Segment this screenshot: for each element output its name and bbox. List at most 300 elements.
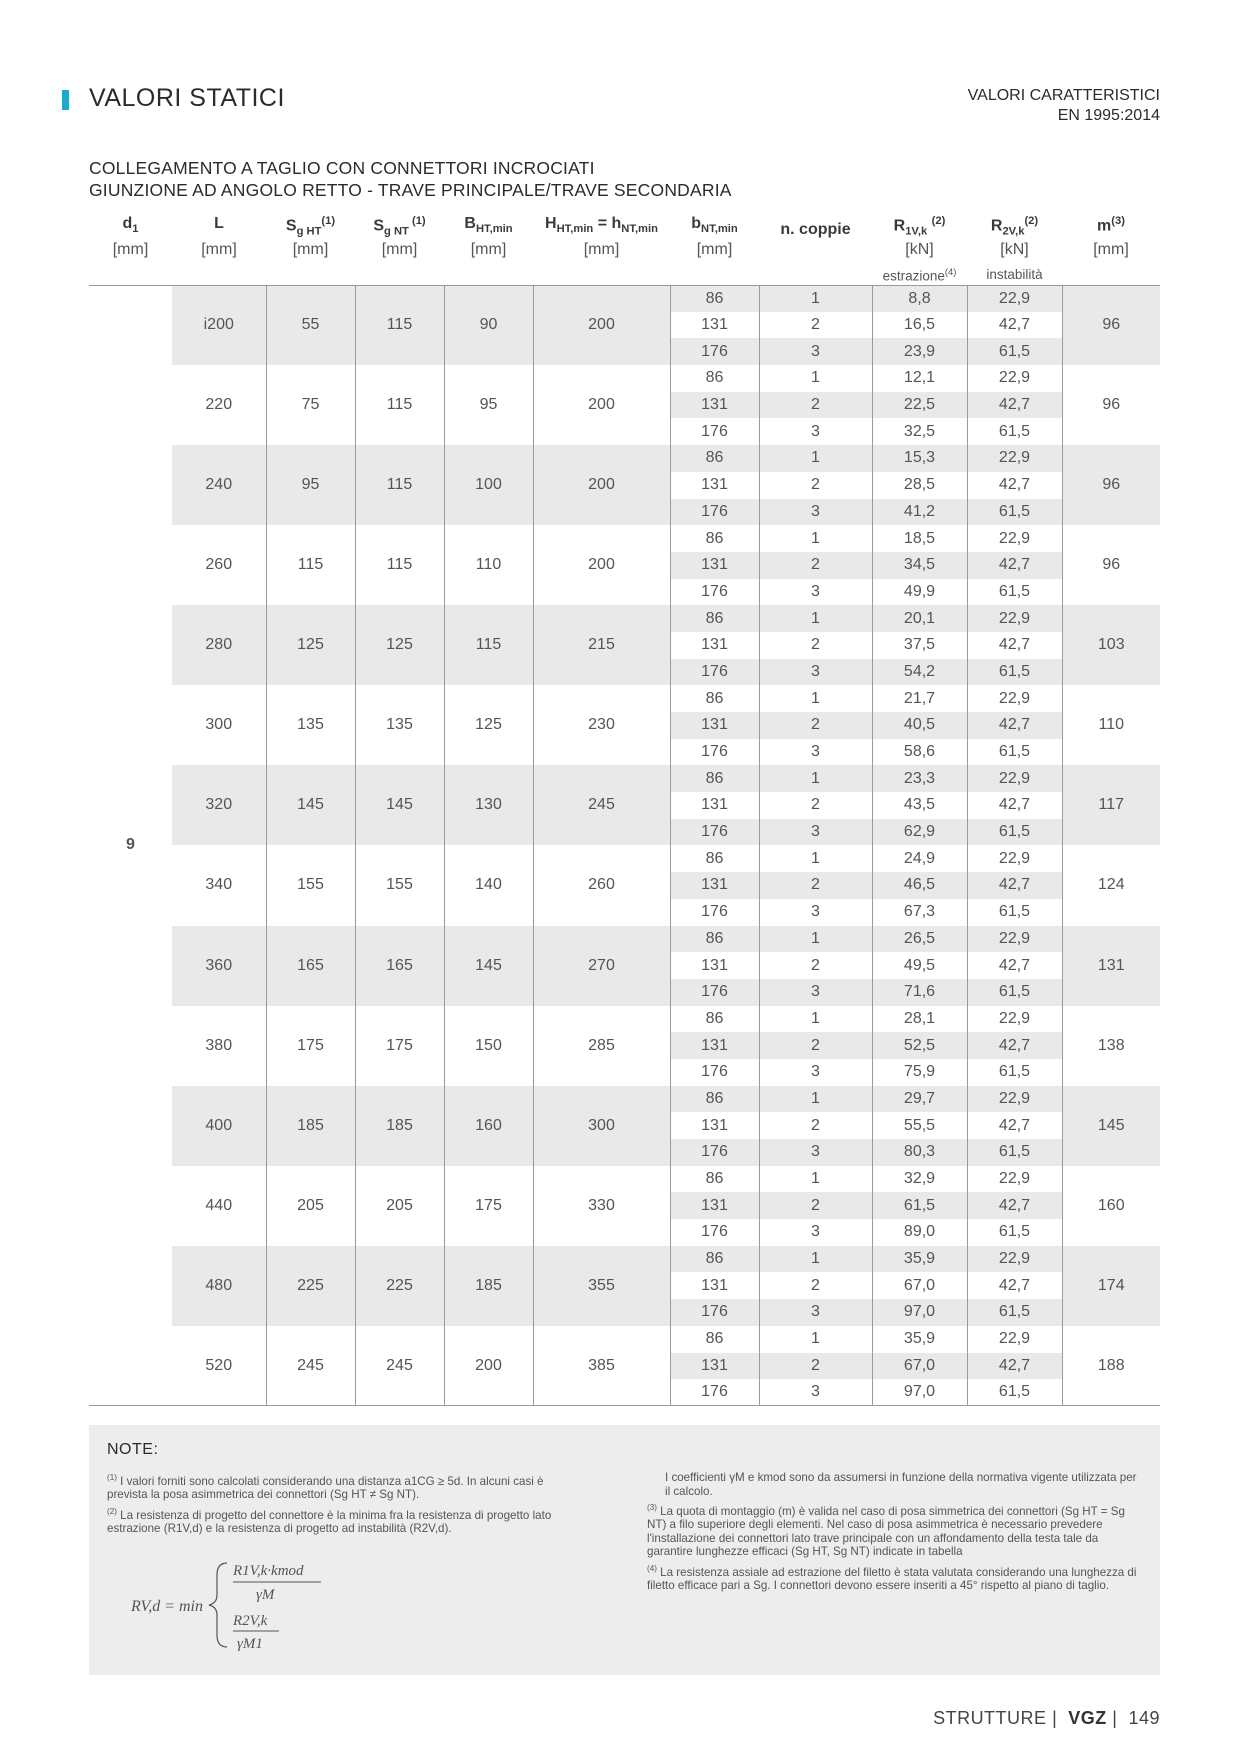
cell-bnt: 86 [670, 765, 759, 792]
cell-bnt: 131 [670, 1272, 759, 1299]
cell-ncoppie: 2 [759, 712, 872, 739]
cell-sght: 125 [266, 605, 355, 685]
table-row [89, 525, 1160, 552]
cell-bnt: 176 [670, 1139, 759, 1166]
cell-ncoppie: 2 [759, 1112, 872, 1139]
cell-r1: 61,5 [872, 1192, 967, 1219]
cell-bnt: 131 [670, 312, 759, 339]
formula-lhs: RV,d = min [131, 1598, 203, 1615]
cell-ncoppie: 3 [759, 819, 872, 846]
cell-bnt: 176 [670, 899, 759, 926]
cell-r1: 21,7 [872, 685, 967, 712]
cell-ncoppie: 3 [759, 418, 872, 445]
cell-ncoppie: 2 [759, 472, 872, 499]
cell-bnt: 86 [670, 445, 759, 472]
page-title: VALORI STATICI [89, 84, 285, 112]
cell-r2: 22,9 [967, 445, 1062, 472]
cell-r1: 15,3 [872, 445, 967, 472]
cell-ncoppie: 2 [759, 1032, 872, 1059]
cell-r1: 28,5 [872, 472, 967, 499]
cell-m: 96 [1062, 365, 1160, 445]
cell-r2: 61,5 [967, 739, 1062, 766]
cell-bht: 95 [444, 365, 533, 445]
formula-num1: R1V,k·kmod [233, 1563, 304, 1579]
cell-sgnt: 245 [355, 1326, 444, 1406]
col-sg-ht: $S_{g HT}^{(1)}$ [mm] [285, 215, 336, 258]
cell-bnt: 176 [670, 338, 759, 365]
table-row [89, 926, 1160, 953]
cell-bnt: 176 [670, 579, 759, 606]
cell-m: 138 [1062, 1006, 1160, 1086]
cell-r2: 61,5 [967, 1299, 1062, 1326]
cell-sgnt: 115 [355, 365, 444, 445]
col-b-nt-min: $b_{NT,min}$ [mm] [691, 215, 738, 258]
cell-r2: 61,5 [967, 579, 1062, 606]
cell-m: 145 [1062, 1086, 1160, 1166]
cell-bht: 200 [444, 1326, 533, 1406]
cell-hht: 215 [533, 605, 670, 685]
cell-L: 220 [205, 396, 233, 414]
cell-r2: 42,7 [967, 552, 1062, 579]
cell-bnt: 176 [670, 979, 759, 1006]
cell-m: 124 [1062, 845, 1160, 925]
cell-r2: 61,5 [967, 499, 1062, 526]
cell-L: 320 [172, 765, 266, 845]
cell-r2: 42,7 [967, 472, 1062, 499]
cell-bnt: 86 [670, 1006, 759, 1033]
notes-title: NOTE: [107, 1441, 159, 1458]
cell-r1: 35,9 [872, 1246, 967, 1273]
cell-hht: 385 [533, 1326, 670, 1406]
cell-L: 440 [205, 1196, 233, 1214]
header-norm [968, 86, 1160, 126]
notes-box [89, 1425, 1160, 1675]
cell-ncoppie: 2 [759, 1353, 872, 1380]
cell-r1: 12,1 [872, 365, 967, 392]
cell-bnt: 86 [670, 926, 759, 953]
cell-r1: 43,5 [872, 792, 967, 819]
cell-bnt: 86 [670, 365, 759, 392]
table-subtitle [89, 157, 732, 201]
cell-r2: 42,7 [967, 712, 1062, 739]
table-body [89, 285, 1160, 1406]
cell-hht: 355 [533, 1246, 670, 1326]
cell-L: i200 [172, 285, 266, 365]
cell-bht: 185 [444, 1246, 533, 1326]
cell-ncoppie: 3 [759, 499, 872, 526]
cell-hht: 200 [533, 525, 670, 605]
cell-sgnt: 145 [355, 765, 444, 845]
note-2b: I coefficienti γM e kmod sono da assumersi in funzione della normativa vigente utilizzata per il calcolo. [665, 1471, 1137, 1498]
note-1: $^{(1)}$ I valori forniti sono calcolati considerando una distanza a1CG ≥ 5d. In alcuni casi è prevista la posa asimmetrica dei connettori (Sg HT ≠ Sg NT). [107, 1473, 544, 1502]
cell-sgnt: 115 [355, 525, 444, 605]
cell-r1: 62,9 [872, 819, 967, 846]
cell-r1: 75,9 [872, 1059, 967, 1086]
cell-sgnt: 175 [355, 1006, 444, 1086]
cell-r2: 42,7 [967, 1112, 1062, 1139]
table-row [89, 765, 1160, 792]
cell-ncoppie: 1 [759, 605, 872, 632]
cell-bnt: 131 [670, 1192, 759, 1219]
cell-r1: 97,0 [872, 1379, 967, 1406]
cell-ncoppie: 2 [759, 1192, 872, 1219]
cell-sgnt: 205 [355, 1166, 444, 1246]
cell-sght: 245 [266, 1326, 355, 1406]
cell-r1: 32,9 [872, 1166, 967, 1193]
cell-sgnt: 135 [355, 685, 444, 765]
cell-sgnt: 155 [355, 845, 444, 925]
cell-r1: 26,5 [872, 926, 967, 953]
cell-ncoppie: 1 [759, 1166, 872, 1193]
cell-hht: 300 [533, 1086, 670, 1166]
cell-ncoppie: 2 [759, 552, 872, 579]
cell-sgnt: 185 [355, 1086, 444, 1166]
cell-r1: 67,0 [872, 1353, 967, 1380]
col-b-ht-min: $B_{HT,min}$ [mm] [464, 215, 513, 258]
cell-bht: 115 [444, 605, 533, 685]
cell-bnt: 131 [670, 1112, 759, 1139]
cell-r2: 42,7 [967, 1353, 1062, 1380]
cell-r2: 22,9 [967, 525, 1062, 552]
cell-r2: 61,5 [967, 979, 1062, 1006]
cell-r1: 58,6 [872, 739, 967, 766]
cell-r1: 89,0 [872, 1219, 967, 1246]
cell-r1: 67,0 [872, 1272, 967, 1299]
formula-graphic [131, 1555, 331, 1655]
table-row [89, 685, 1160, 712]
cell-bht: 160 [444, 1086, 533, 1166]
cell-ncoppie: 2 [759, 1272, 872, 1299]
cell-r2: 61,5 [967, 1059, 1062, 1086]
cell-ncoppie: 2 [759, 952, 872, 979]
cell-r2: 22,9 [967, 845, 1062, 872]
table-row [89, 1086, 1160, 1113]
cell-ncoppie: 1 [759, 1086, 872, 1113]
cell-ncoppie: 1 [759, 1006, 872, 1033]
cell-ncoppie: 3 [759, 979, 872, 1006]
cell-r1: 28,1 [872, 1006, 967, 1033]
cell-bnt: 176 [670, 1379, 759, 1406]
subtitle-line1: COLLEGAMENTO A TAGLIO CON CONNETTORI INCROCIATI [89, 158, 595, 178]
cell-L: 240 [172, 445, 266, 525]
cell-bnt: 176 [670, 739, 759, 766]
cell-ncoppie: 1 [759, 285, 872, 312]
page-footer: STRUTTURE | VGZ | 149 [933, 1708, 1160, 1728]
cell-ncoppie: 1 [759, 365, 872, 392]
cell-r1: 55,5 [872, 1112, 967, 1139]
cell-ncoppie: 3 [759, 1219, 872, 1246]
cell-bnt: 86 [670, 285, 759, 312]
cell-r2: 22,9 [967, 365, 1062, 392]
cell-sgnt: 115 [355, 445, 444, 525]
table-row [89, 1006, 1160, 1033]
cell-r2: 22,9 [967, 1086, 1062, 1113]
cell-sght: 95 [266, 445, 355, 525]
cell-r1: 34,5 [872, 552, 967, 579]
table-row [89, 1166, 1160, 1193]
cell-bnt: 86 [670, 845, 759, 872]
cell-m: 188 [1062, 1326, 1160, 1406]
cell-r1: 18,5 [872, 525, 967, 552]
cell-L: 340 [205, 876, 233, 894]
table-row [89, 605, 1160, 632]
cell-bnt: 131 [670, 552, 759, 579]
cell-ncoppie: 1 [759, 1246, 872, 1273]
cell-ncoppie: 3 [759, 659, 872, 686]
cell-ncoppie: 2 [759, 632, 872, 659]
note-4: $^{(4)}$ La resistenza assiale ad estrazione del filetto è stata valutata considerando una lunghezza di filetto efficace pari a Sg. I connettori devono essere inseriti a 45° rispetto al piano di taglio. [647, 1563, 1137, 1593]
cell-r1: 54,2 [872, 659, 967, 686]
cell-r2: 61,5 [967, 1219, 1062, 1246]
cell-r1: 52,5 [872, 1032, 967, 1059]
cell-r1: 40,5 [872, 712, 967, 739]
cell-bnt: 86 [670, 685, 759, 712]
table-row [89, 845, 1160, 872]
footer-page-number: 149 [1128, 1708, 1160, 1728]
col-sg-nt: $S_{g NT}$ $^{(1)}$ [mm] [373, 215, 426, 258]
cell-r1: 23,9 [872, 338, 967, 365]
cell-L: 380 [205, 1036, 233, 1054]
cell-sght: 55 [266, 285, 355, 365]
cell-bnt: 131 [670, 632, 759, 659]
cell-bht: 140 [444, 845, 533, 925]
cell-L: 360 [172, 926, 266, 1006]
cell-L: 520 [205, 1356, 233, 1374]
cell-m: 96 [1062, 445, 1160, 525]
cell-r2: 22,9 [967, 926, 1062, 953]
cell-bnt: 131 [670, 872, 759, 899]
cell-sgnt: 115 [355, 285, 444, 365]
col-n-coppie: n. coppie [780, 221, 851, 238]
cell-r2: 22,9 [967, 685, 1062, 712]
cell-r1: 16,5 [872, 312, 967, 339]
cell-L: 260 [205, 556, 233, 574]
cell-bnt: 131 [670, 1353, 759, 1380]
cell-L: 400 [172, 1086, 266, 1166]
cell-ncoppie: 3 [759, 338, 872, 365]
cell-r2: 42,7 [967, 792, 1062, 819]
cell-bnt: 86 [670, 1086, 759, 1113]
cell-r1: 23,3 [872, 765, 967, 792]
cell-r1: 20,1 [872, 605, 967, 632]
cell-r1: 80,3 [872, 1139, 967, 1166]
table-row [89, 1326, 1160, 1353]
table-header-row [89, 209, 1160, 285]
cell-r2: 61,5 [967, 659, 1062, 686]
section-accent-bar [62, 90, 69, 110]
cell-ncoppie: 1 [759, 685, 872, 712]
cell-bnt: 131 [670, 392, 759, 419]
cell-bht: 110 [444, 525, 533, 605]
col-m: $m^{(3)}$ [mm] [1093, 215, 1129, 258]
cell-ncoppie: 1 [759, 525, 872, 552]
cell-r2: 61,5 [967, 338, 1062, 365]
cell-r1: 32,5 [872, 418, 967, 445]
cell-sght: 115 [266, 525, 355, 605]
cell-sgnt: 165 [355, 926, 444, 1006]
cell-L: 480 [172, 1246, 266, 1326]
header-norm-line2: EN 1995:2014 [1057, 107, 1160, 124]
cell-r1: 8,8 [872, 285, 967, 312]
table-row [89, 285, 1160, 312]
cell-r2: 22,9 [967, 1246, 1062, 1273]
notes-right-column [647, 1471, 1142, 1596]
col-h-ht-min: $H_{HT,min} = h_{NT,min}$ [mm] [545, 215, 658, 258]
cell-bnt: 131 [670, 792, 759, 819]
cell-bnt: 86 [670, 1166, 759, 1193]
cell-hht: 230 [533, 685, 670, 765]
cell-r2: 61,5 [967, 418, 1062, 445]
cell-bnt: 176 [670, 659, 759, 686]
cell-ncoppie: 3 [759, 1379, 872, 1406]
cell-r1: 22,5 [872, 392, 967, 419]
cell-ncoppie: 3 [759, 899, 872, 926]
formula-den2: γM1 [237, 1636, 263, 1652]
cell-hht: 200 [533, 365, 670, 445]
cell-ncoppie: 2 [759, 392, 872, 419]
cell-ncoppie: 1 [759, 765, 872, 792]
cell-m: 103 [1062, 605, 1160, 685]
cell-bnt: 176 [670, 499, 759, 526]
cell-bnt: 176 [670, 819, 759, 846]
r1-note: estrazione [882, 268, 945, 284]
cell-sght: 145 [266, 765, 355, 845]
cell-L: 300 [205, 716, 233, 734]
cell-bnt: 131 [670, 952, 759, 979]
cell-r2: 22,9 [967, 765, 1062, 792]
cell-bnt: 176 [670, 1059, 759, 1086]
cell-ncoppie: 2 [759, 792, 872, 819]
cell-bnt: 176 [670, 418, 759, 445]
footer-product: VGZ [1068, 1708, 1107, 1728]
table-row [89, 445, 1160, 472]
cell-bht: 100 [444, 445, 533, 525]
cell-hht: 270 [533, 926, 670, 1006]
col-r1vk: $R_{1V,k}$ $^{(2)}$ [kN] estrazione$^{(4)}$ [882, 215, 957, 284]
cell-hht: 200 [533, 285, 670, 365]
note-2: $^{(2)}$ La resistenza di progetto del connettore è la minima fra la resistenza di progetto lato estrazione (R1V,d) e la resistenza di progetto ad instabilità (R2V,d). [107, 1506, 552, 1536]
cell-bnt: 176 [670, 1299, 759, 1326]
cell-bht: 90 [444, 285, 533, 365]
cell-r2: 22,9 [967, 1326, 1062, 1353]
cell-m: 96 [1062, 525, 1160, 605]
cell-r2: 42,7 [967, 1032, 1062, 1059]
cell-bht: 130 [444, 765, 533, 845]
cell-bnt: 86 [670, 1326, 759, 1353]
cell-ncoppie: 3 [759, 1299, 872, 1326]
cell-r2: 22,9 [967, 605, 1062, 632]
cell-sgnt: 225 [355, 1246, 444, 1326]
cell-bnt: 131 [670, 1032, 759, 1059]
header-norm-line1: VALORI CARATTERISTICI [967, 87, 1160, 104]
footer-section: STRUTTURE [933, 1708, 1047, 1728]
cell-bnt: 176 [670, 1219, 759, 1246]
cell-r1: 71,6 [872, 979, 967, 1006]
cell-r1: 46,5 [872, 872, 967, 899]
cell-r2: 42,7 [967, 1192, 1062, 1219]
subtitle-line2: GIUNZIONE AD ANGOLO RETTO - TRAVE PRINCIPALE/TRAVE SECONDARIA [89, 180, 732, 200]
cell-r2: 42,7 [967, 872, 1062, 899]
cell-ncoppie: 2 [759, 872, 872, 899]
static-values-table [89, 209, 1160, 1406]
cell-m: 131 [1062, 926, 1160, 1006]
cell-m: 160 [1062, 1166, 1160, 1246]
cell-r2: 42,7 [967, 312, 1062, 339]
cell-r1: 29,7 [872, 1086, 967, 1113]
cell-bht: 175 [444, 1166, 533, 1246]
cell-r2: 22,9 [967, 285, 1062, 312]
cell-hht: 245 [533, 765, 670, 845]
cell-m: 117 [1062, 765, 1160, 845]
cell-r2: 42,7 [967, 952, 1062, 979]
cell-ncoppie: 1 [759, 1326, 872, 1353]
cell-sght: 185 [266, 1086, 355, 1166]
cell-r2: 42,7 [967, 392, 1062, 419]
cell-ncoppie: 3 [759, 579, 872, 606]
cell-sght: 155 [266, 845, 355, 925]
cell-r1: 35,9 [872, 1326, 967, 1353]
formula-num2: R2V,k [233, 1613, 268, 1629]
cell-r2: 61,5 [967, 1139, 1062, 1166]
table-row [89, 365, 1160, 392]
cell-ncoppie: 1 [759, 845, 872, 872]
cell-bht: 150 [444, 1006, 533, 1086]
cell-hht: 330 [533, 1166, 670, 1246]
cell-sght: 225 [266, 1246, 355, 1326]
cell-bnt: 86 [670, 525, 759, 552]
notes-left-column [107, 1471, 562, 1539]
cell-ncoppie: 3 [759, 1059, 872, 1086]
cell-bnt: 131 [670, 712, 759, 739]
cell-r1: 67,3 [872, 899, 967, 926]
col-d1: $d_1$ [mm] [112, 215, 149, 258]
table-row [89, 1246, 1160, 1273]
cell-ncoppie: 1 [759, 926, 872, 953]
cell-sght: 135 [266, 685, 355, 765]
cell-L: 280 [172, 605, 266, 685]
cell-sght: 205 [266, 1166, 355, 1246]
cell-r1: 49,9 [872, 579, 967, 606]
cell-ncoppie: 3 [759, 739, 872, 766]
cell-bht: 125 [444, 685, 533, 765]
col-L: L [mm] [201, 215, 237, 258]
cell-r2: 61,5 [967, 819, 1062, 846]
cell-hht: 200 [533, 445, 670, 525]
cell-sght: 175 [266, 1006, 355, 1086]
cell-r2: 61,5 [967, 1379, 1062, 1406]
cell-ncoppie: 1 [759, 445, 872, 472]
cell-hht: 260 [533, 845, 670, 925]
cell-r1: 24,9 [872, 845, 967, 872]
cell-ncoppie: 3 [759, 1139, 872, 1166]
cell-m: 110 [1062, 685, 1160, 765]
cell-hht: 285 [533, 1006, 670, 1086]
cell-r1: 97,0 [872, 1299, 967, 1326]
cell-ncoppie: 2 [759, 312, 872, 339]
cell-d1: 9 [126, 836, 135, 854]
cell-r1: 41,2 [872, 499, 967, 526]
cell-bnt: 86 [670, 605, 759, 632]
cell-sght: 165 [266, 926, 355, 1006]
cell-r2: 61,5 [967, 899, 1062, 926]
cell-r2: 42,7 [967, 632, 1062, 659]
cell-r1: 49,5 [872, 952, 967, 979]
cell-r2: 22,9 [967, 1166, 1062, 1193]
cell-bnt: 131 [670, 472, 759, 499]
cell-m: 174 [1062, 1246, 1160, 1326]
cell-m: 96 [1062, 285, 1160, 365]
r2-note: instabilità [986, 267, 1043, 282]
